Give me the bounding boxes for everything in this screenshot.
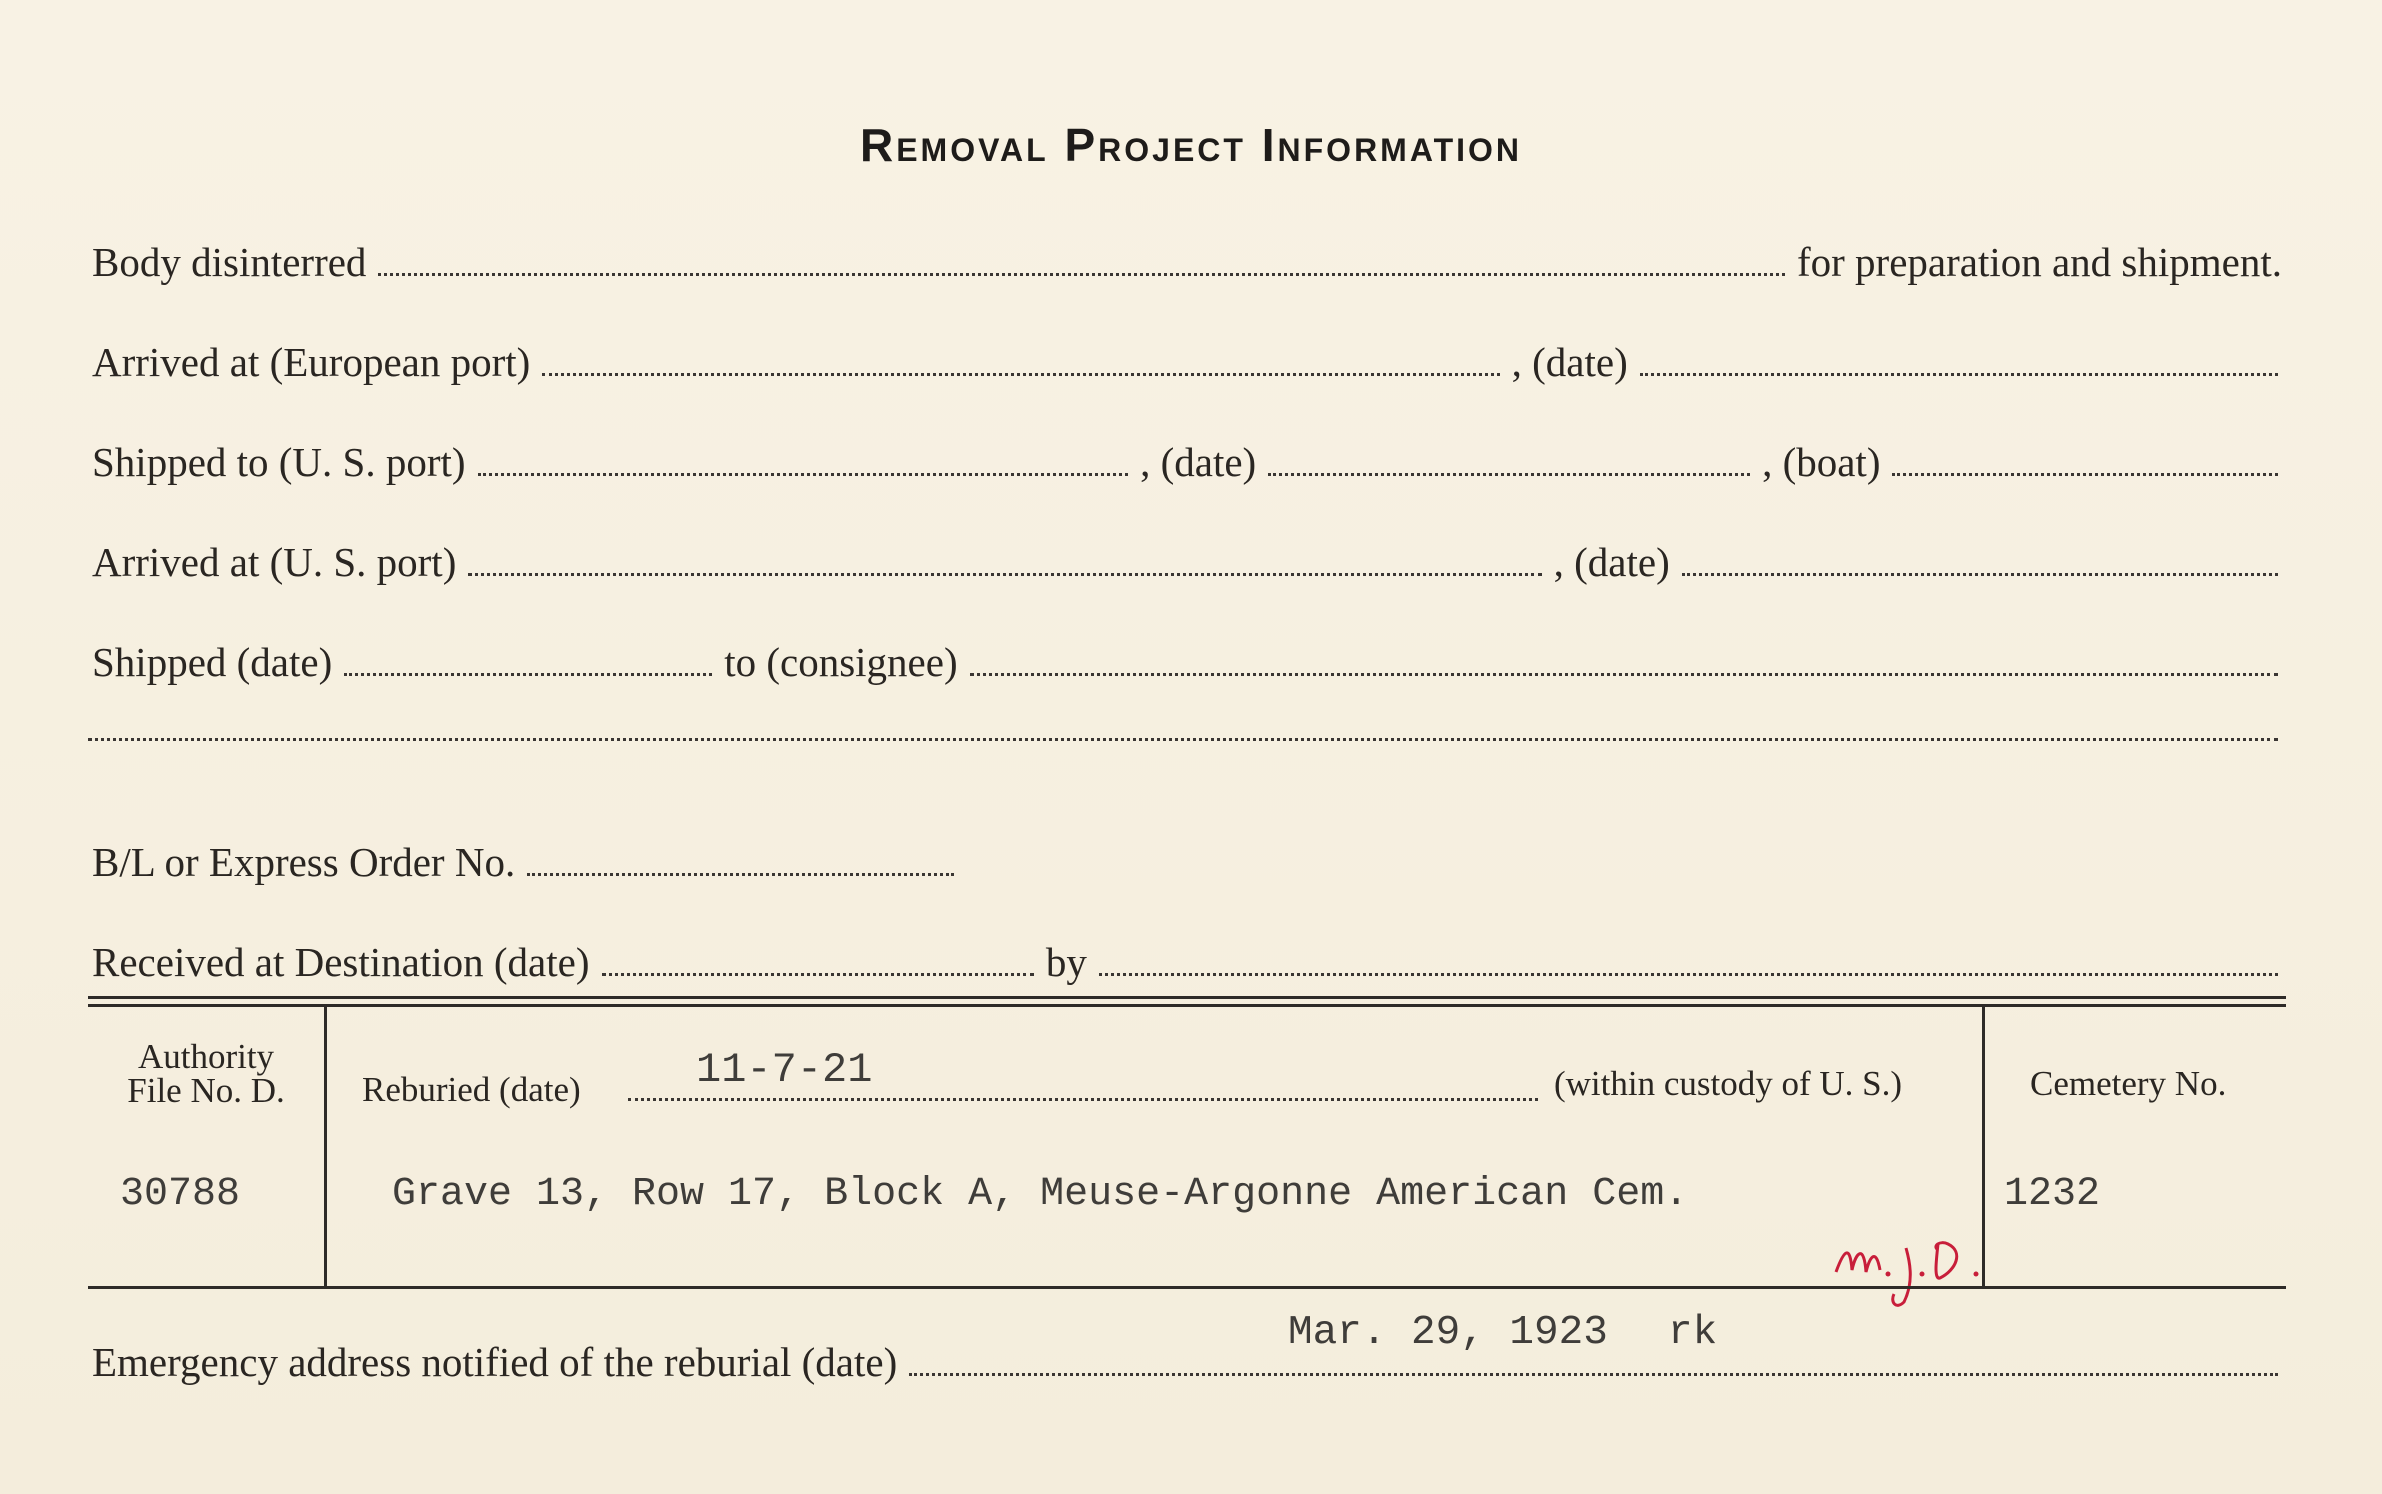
file-no-label: File No. D. [127,1071,285,1110]
cemetery-label: Cemetery No. [2030,1064,2227,1103]
table-bottom-rule [88,1286,2286,1289]
row-received-destination [88,938,2286,986]
emergency-date-value: Mar. 29, 1923 [1288,1310,1608,1356]
body-disinterred-field[interactable] [378,273,1785,276]
form-title: Removal Project Information [859,119,1523,171]
reburied-date-value: 11-7-21 [696,1046,873,1094]
custody-label: (within custody of U. S.) [1554,1064,1903,1103]
clerk-initials: rk [1668,1310,1718,1356]
date-label-1: , (date) [1511,339,1628,385]
received-destination-label: Received at Destination (date) [92,939,590,985]
arrived-us-port-field[interactable] [468,573,1541,576]
european-port-field[interactable] [542,373,1499,376]
row-emergency [88,1338,2286,1386]
shipped-to-us-label: Shipped to (U. S. port) [92,439,466,485]
arrived-us-label: Arrived at (U. S. port) [92,539,457,585]
date-label-3: , (date) [1553,539,1670,585]
grave-location-value: Grave 13, Row 17, Block A, Meuse-Argonne American Cem. [392,1172,1689,1217]
authority-label: Authority [137,1037,275,1076]
received-date-field[interactable] [602,973,1034,976]
boat-field[interactable] [1892,473,2278,476]
emergency-date-field[interactable] [909,1373,2278,1376]
row-body-disinterred [88,238,2286,286]
for-preparation-label: for preparation and shipment. [1796,239,2282,285]
row-shipped-to-us [88,438,2286,486]
by-label: by [1045,939,1087,985]
reburied-date-field[interactable] [628,1098,1538,1101]
bl-order-field[interactable] [527,873,954,876]
arrived-european-label: Arrived at (European port) [92,339,531,385]
row-arrived-us [88,538,2286,586]
cemetery-number-value: 1232 [2004,1172,2101,1217]
to-consignee-label: to (consignee) [724,639,958,685]
bl-order-label: B/L or Express Order No. [92,839,516,885]
double-rule-bottom [88,1004,2286,1007]
handwritten-initials [1830,1222,2020,1317]
body-disinterred-label: Body disinterred [92,239,367,285]
shipped-date-field[interactable] [1268,473,1750,476]
arrived-us-date-field[interactable] [1682,573,2278,576]
boat-label: , (boat) [1762,439,1881,485]
consignee-continued-field[interactable] [88,738,2278,741]
european-date-field[interactable] [1640,373,2278,376]
date-label-2: , (date) [1140,439,1257,485]
double-rule-top [88,996,2286,999]
row-shipped-date [88,638,2286,686]
table-divider-left [324,1006,327,1286]
row-arrived-european [88,338,2286,386]
row-consignee-continued [88,738,2286,751]
us-port-field[interactable] [478,473,1129,476]
emergency-label: Emergency address notified of the reburial (date) [92,1339,898,1385]
received-by-field[interactable] [1099,973,2278,976]
shipped-date-value-field[interactable] [344,673,712,676]
shipped-date-label: Shipped (date) [92,639,333,685]
authority-header [88,1037,324,1110]
reburied-label: Reburied (date) [362,1070,581,1109]
file-number-value: 30788 [120,1172,241,1217]
row-bl-order [88,838,962,886]
consignee-field[interactable] [970,673,2278,676]
